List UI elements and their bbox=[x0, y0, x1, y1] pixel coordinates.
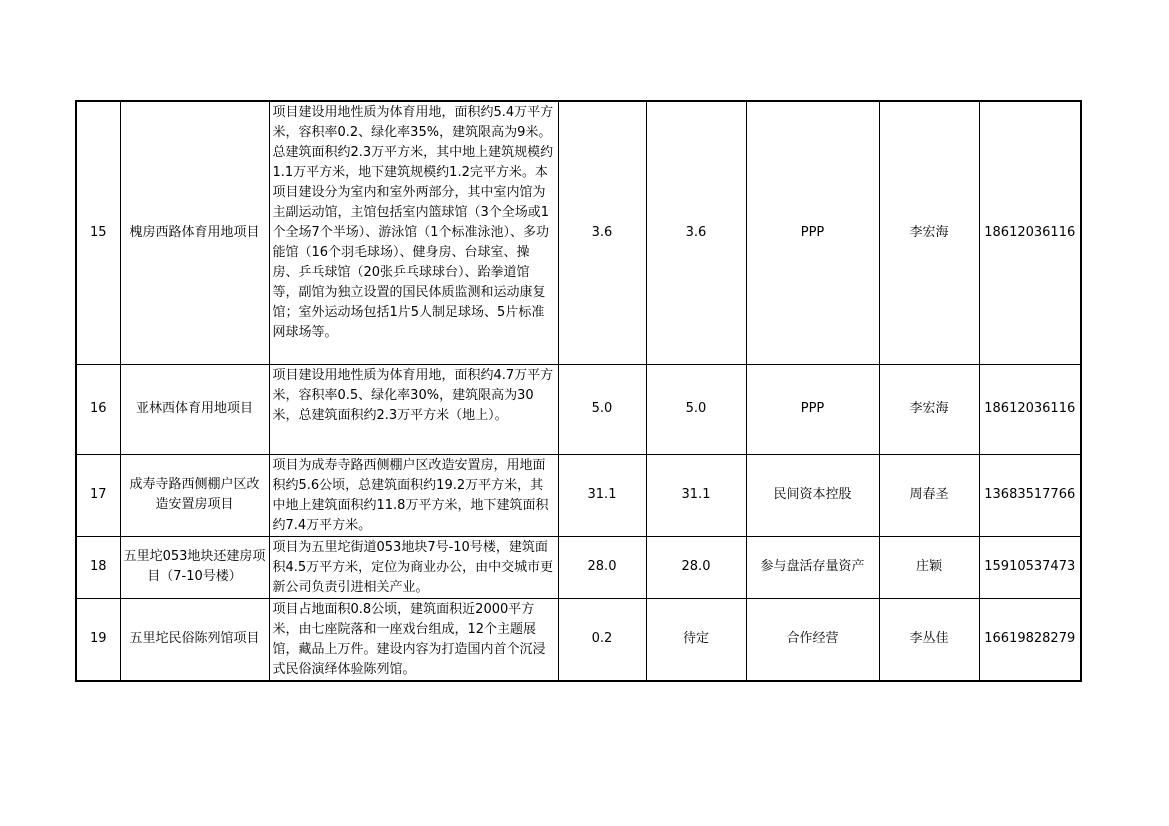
total-investment: 3.6 bbox=[558, 101, 646, 364]
social-investment: 3.6 bbox=[646, 101, 746, 364]
cooperation-mode: 合作经营 bbox=[746, 598, 879, 681]
row-number: 16 bbox=[76, 364, 120, 454]
project-table-sheet bbox=[75, 100, 1080, 682]
cooperation-mode: 参与盘活存量资产 bbox=[746, 536, 879, 598]
social-investment: 5.0 bbox=[646, 364, 746, 454]
project-description: 项目建设用地性质为体育用地，面积约4.7万平方米，容积率0.5、绿化率30%，建筑限高为30米，总建筑面积约2.3万平方米（地上）。 bbox=[269, 364, 558, 454]
contact-phone: 16619828279 bbox=[979, 598, 1081, 681]
project-name: 五里坨053地块还建房项目（7-10号楼） bbox=[120, 536, 269, 598]
table-row bbox=[76, 598, 1081, 681]
row-number: 19 bbox=[76, 598, 120, 681]
contact-person: 李宏海 bbox=[879, 101, 979, 364]
project-description: 项目建设用地性质为体育用地，面积约5.4万平方米，容积率0.2、绿化率35%，建筑限高为9米。总建筑面积约2.3万平方米，其中地上建筑规模约1.1万平方米，地下建筑规模约1.2完平方米。本项目建设分为室内和室外两部分，其中室内馆为主副运动馆，主馆包括室内篮球馆（3个全场或1个全场7个半场）、游泳馆（1个标准泳池）、多功能馆（16个羽毛球场）、健身房、台球室、操房、乒乓球馆（20张乒乓球球台）、跆拳道馆等，副馆为独立设置的国民体质监测和运动康复馆；室外运动场包括1片5人制足球场、5片标准网球场等。 bbox=[269, 101, 558, 364]
total-investment: 28.0 bbox=[558, 536, 646, 598]
row-number: 18 bbox=[76, 536, 120, 598]
project-name: 成寿寺路西侧棚户区改造安置房项目 bbox=[120, 454, 269, 536]
contact-phone: 18612036116 bbox=[979, 101, 1081, 364]
table-row bbox=[76, 364, 1081, 454]
contact-phone: 18612036116 bbox=[979, 364, 1081, 454]
total-investment: 5.0 bbox=[558, 364, 646, 454]
row-number: 15 bbox=[76, 101, 120, 364]
contact-phone: 13683517766 bbox=[979, 454, 1081, 536]
social-investment: 待定 bbox=[646, 598, 746, 681]
social-investment: 31.1 bbox=[646, 454, 746, 536]
table-row bbox=[76, 454, 1081, 536]
project-description: 项目为成寿寺路西侧棚户区改造安置房，用地面积约5.6公顷，总建筑面积约19.2万平方米，其中地上建筑面积约11.8万平方米，地下建筑面积约7.4万平方米。 bbox=[269, 454, 558, 536]
contact-person: 李宏海 bbox=[879, 364, 979, 454]
project-description: 项目占地面积0.8公顷，建筑面积近2000平方米，由七座院落和一座戏台组成，12个主题展馆，藏品上万件。建设内容为打造国内首个沉浸式民俗演绎体验陈列馆。 bbox=[269, 598, 558, 681]
contact-phone: 15910537473 bbox=[979, 536, 1081, 598]
project-name: 槐房西路体育用地项目 bbox=[120, 101, 269, 364]
contact-person: 李丛佳 bbox=[879, 598, 979, 681]
cooperation-mode: PPP bbox=[746, 364, 879, 454]
contact-person: 周春圣 bbox=[879, 454, 979, 536]
total-investment: 31.1 bbox=[558, 454, 646, 536]
project-name: 亚林西体育用地项目 bbox=[120, 364, 269, 454]
total-investment: 0.2 bbox=[558, 598, 646, 681]
contact-person: 庄颖 bbox=[879, 536, 979, 598]
table-row bbox=[76, 536, 1081, 598]
project-name: 五里坨民俗陈列馆项目 bbox=[120, 598, 269, 681]
cooperation-mode: 民间资本控股 bbox=[746, 454, 879, 536]
row-number: 17 bbox=[76, 454, 120, 536]
project-description: 项目为五里坨街道053地块7号-10号楼，建筑面积4.5万平方米，定位为商业办公，由中交城市更新公司负责引进相关产业。 bbox=[269, 536, 558, 598]
table-row bbox=[76, 101, 1081, 364]
project-table bbox=[75, 100, 1082, 682]
cooperation-mode: PPP bbox=[746, 101, 879, 364]
social-investment: 28.0 bbox=[646, 536, 746, 598]
